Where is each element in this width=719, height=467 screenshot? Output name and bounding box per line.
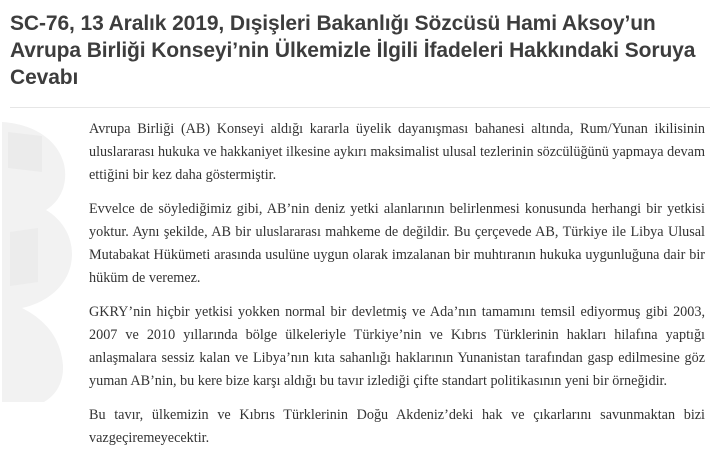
body-paragraph-1: Avrupa Birliği (AB) Konseyi aldığı kararla üyelik dayanışması bahanesi altında, Rum/Yunan ikilisinin uluslararası hukuka ve hakkaniyet ilkesine aykırı maksimalist ulusal tezlerinin sözcülüğünü yapmaya devam ettiğini bir kez daha göstermiştir.	[89, 121, 705, 183]
ministry-logo-watermark-icon	[2, 112, 82, 402]
body-paragraph-4: Bu tavır, ülkemizin ve Kıbrıs Türklerinin Doğu Akdeniz’deki hak ve çıkarlarını savunmaktan bizi vazgeçiremeyecektir.	[89, 407, 705, 446]
title-divider	[10, 107, 710, 108]
body-paragraph-3: GKRY’nin hiçbir yetkisi yokken normal bir devletmiş ve Ada’nın tamamını temsil ediyormuş gibi 2003, 2007 ve 2010 yıllarında bölge ülkeleriyle Türkiye’nin ve Kıbrıs Türklerinin hakları hilafına yaptığı anlaşmalara sessiz kalan ve Libya’nın kıta sahanlığı haklarının Yunanistan tarafından gasp edilmesine göz yuman AB’nin, bu kere bize karşı aldığı bu tavır izlediği çifte standart politikasının yeni bir örneğidir.	[89, 304, 705, 389]
press-release-body	[89, 118, 705, 461]
body-paragraph-2: Evvelce de söylediğimiz gibi, AB’nin deniz yetki alanlarının belirlenmesi konusunda herhangi bir yetkisi yoktur. Aynı şekilde, AB bir uluslararası mahkeme de değildir. Bu çerçevede AB, Türkiye ile Libya Ulusal Mutabakat Hükümeti arasında usulüne uygun olarak imzalanan bir muhtıranın hukuka uygunluğuna dair bir hüküm de veremez.	[89, 201, 705, 286]
page-title: SC-76, 13 Aralık 2019, Dışişleri Bakanlığı Sözcüsü Hami Aksoy’un Avrupa Birliği Konseyi’nin Ülkemizle İlgili İfadeleri Hakkındaki Soruya Cevabı	[10, 12, 696, 89]
